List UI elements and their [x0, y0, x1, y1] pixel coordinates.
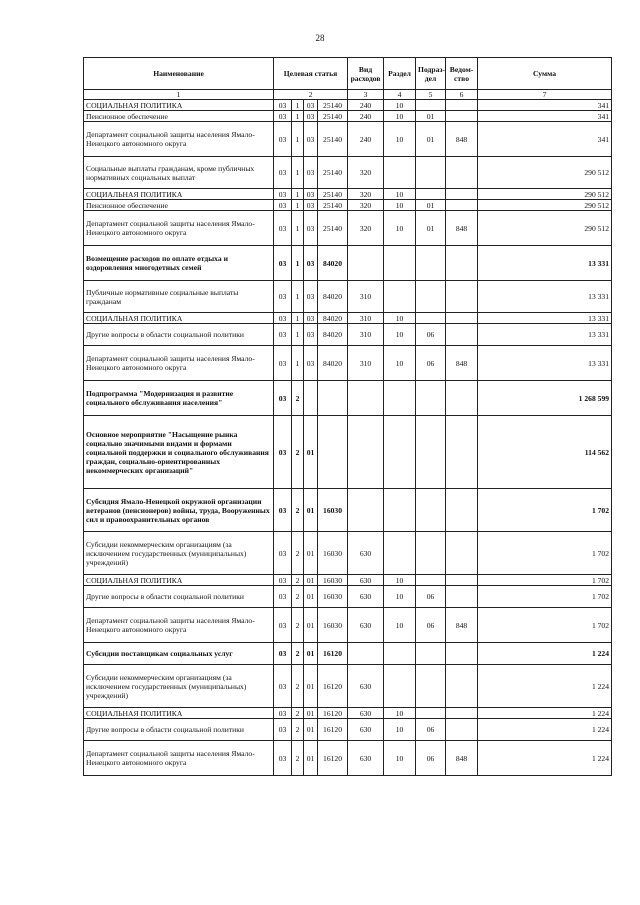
cell-sum: 1 702	[478, 575, 612, 586]
column-number: 4	[384, 90, 416, 100]
cell-section: 10	[384, 608, 416, 643]
cell-sum: 1 224	[478, 741, 612, 776]
row-name: Пенсионное обеспечение	[84, 111, 274, 122]
cell-expense-type: 630	[348, 665, 384, 708]
table-row	[84, 100, 612, 111]
table-row	[84, 586, 612, 608]
cell-section	[384, 532, 416, 575]
cell-target-activity	[304, 381, 318, 416]
table-row	[84, 643, 612, 665]
cell-department: 848	[446, 346, 478, 381]
cell-sum: 1 702	[478, 586, 612, 608]
budget-table	[83, 57, 612, 776]
cell-target-activity: 03	[304, 246, 318, 281]
cell-target-activity: 03	[304, 346, 318, 381]
cell-expense-type	[348, 416, 384, 489]
table-row	[84, 313, 612, 324]
cell-target-program: 03	[274, 100, 292, 111]
cell-subsection: 06	[416, 608, 446, 643]
cell-sum: 290 512	[478, 211, 612, 246]
cell-target-direction: 16030	[318, 532, 348, 575]
cell-target-program: 03	[274, 281, 292, 313]
cell-expense-type: 630	[348, 741, 384, 776]
cell-subsection	[416, 708, 446, 719]
row-name: Субсидии некоммерческим организациям (за исключением государственных (муниципальных) учреждений)	[84, 532, 274, 575]
cell-subsection	[416, 281, 446, 313]
table-row	[84, 575, 612, 586]
cell-target-program: 03	[274, 246, 292, 281]
cell-subsection	[416, 532, 446, 575]
table-row	[84, 608, 612, 643]
row-name: СОЦИАЛЬНАЯ ПОЛИТИКА	[84, 189, 274, 200]
cell-target-subprogram: 1	[292, 346, 304, 381]
cell-department	[446, 313, 478, 324]
cell-target-subprogram: 1	[292, 313, 304, 324]
row-name: Другие вопросы в области социальной политики	[84, 586, 274, 608]
row-name: Департамент социальной защиты населения Ямало-Ненецкого автономного округа	[84, 608, 274, 643]
cell-target-program: 03	[274, 381, 292, 416]
cell-target-activity: 01	[304, 665, 318, 708]
cell-subsection: 06	[416, 719, 446, 741]
cell-section	[384, 281, 416, 313]
cell-department	[446, 665, 478, 708]
cell-subsection: 01	[416, 111, 446, 122]
cell-department	[446, 719, 478, 741]
cell-department	[446, 416, 478, 489]
table-row	[84, 719, 612, 741]
table-row	[84, 381, 612, 416]
cell-department	[446, 643, 478, 665]
cell-target-subprogram: 1	[292, 122, 304, 157]
cell-target-activity: 03	[304, 211, 318, 246]
cell-department	[446, 246, 478, 281]
cell-section: 10	[384, 324, 416, 346]
row-name: СОЦИАЛЬНАЯ ПОЛИТИКА	[84, 708, 274, 719]
cell-target-program: 03	[274, 719, 292, 741]
cell-sum: 1 702	[478, 608, 612, 643]
cell-target-subprogram: 2	[292, 489, 304, 532]
cell-sum: 1 224	[478, 719, 612, 741]
cell-section	[384, 416, 416, 489]
cell-expense-type: 320	[348, 211, 384, 246]
cell-subsection	[416, 489, 446, 532]
row-name: Публичные нормативные социальные выплаты гражданам	[84, 281, 274, 313]
cell-target-direction: 25140	[318, 189, 348, 200]
cell-subsection	[416, 381, 446, 416]
row-name: Департамент социальной защиты населения Ямало-Ненецкого автономного округа	[84, 122, 274, 157]
cell-expense-type: 630	[348, 532, 384, 575]
cell-target-direction: 25140	[318, 200, 348, 211]
header-expense-type: Вид расходов	[348, 58, 384, 90]
row-name: СОЦИАЛЬНАЯ ПОЛИТИКА	[84, 313, 274, 324]
cell-section: 10	[384, 346, 416, 381]
cell-department	[446, 708, 478, 719]
cell-sum: 13 331	[478, 313, 612, 324]
header-subsection: Подраз-дел	[416, 58, 446, 90]
cell-section	[384, 381, 416, 416]
cell-target-program: 03	[274, 741, 292, 776]
cell-target-direction: 16120	[318, 665, 348, 708]
cell-subsection: 06	[416, 346, 446, 381]
cell-section	[384, 665, 416, 708]
cell-target-activity: 03	[304, 122, 318, 157]
cell-department	[446, 532, 478, 575]
cell-target-direction: 16120	[318, 708, 348, 719]
cell-target-program: 03	[274, 608, 292, 643]
cell-target-subprogram: 1	[292, 189, 304, 200]
cell-target-subprogram: 2	[292, 719, 304, 741]
cell-section: 10	[384, 586, 416, 608]
cell-target-activity: 01	[304, 575, 318, 586]
table-row	[84, 708, 612, 719]
column-number: 5	[416, 90, 446, 100]
cell-target-program: 03	[274, 111, 292, 122]
row-name: Департамент социальной защиты населения Ямало-Ненецкого автономного округа	[84, 211, 274, 246]
cell-target-subprogram: 2	[292, 741, 304, 776]
table-row	[84, 157, 612, 189]
cell-department	[446, 100, 478, 111]
cell-target-subprogram: 1	[292, 111, 304, 122]
cell-target-direction: 25140	[318, 157, 348, 189]
cell-target-direction: 84020	[318, 246, 348, 281]
cell-section: 10	[384, 211, 416, 246]
cell-sum: 1 224	[478, 665, 612, 708]
table-row	[84, 200, 612, 211]
header-department: Ведом-ство	[446, 58, 478, 90]
cell-target-activity: 03	[304, 313, 318, 324]
cell-sum: 13 331	[478, 281, 612, 313]
cell-target-activity: 01	[304, 741, 318, 776]
cell-target-activity: 01	[304, 708, 318, 719]
cell-target-direction: 25140	[318, 211, 348, 246]
cell-expense-type: 310	[348, 313, 384, 324]
table-row	[84, 324, 612, 346]
cell-expense-type: 320	[348, 200, 384, 211]
row-name: СОЦИАЛЬНАЯ ПОЛИТИКА	[84, 100, 274, 111]
row-name: Департамент социальной защиты населения Ямало-Ненецкого автономного округа	[84, 741, 274, 776]
cell-sum: 1 224	[478, 708, 612, 719]
row-name: Субсидии поставщикам социальных услуг	[84, 643, 274, 665]
cell-target-activity: 01	[304, 608, 318, 643]
header-name: Наименование	[84, 58, 274, 90]
cell-target-direction: 84020	[318, 281, 348, 313]
cell-target-activity: 03	[304, 200, 318, 211]
page-number: 28	[315, 33, 325, 43]
cell-expense-type: 320	[348, 189, 384, 200]
table-row	[84, 281, 612, 313]
cell-expense-type: 630	[348, 586, 384, 608]
cell-target-subprogram: 1	[292, 281, 304, 313]
cell-section: 10	[384, 719, 416, 741]
cell-target-subprogram: 1	[292, 157, 304, 189]
cell-section: 10	[384, 708, 416, 719]
row-name: Подпрограмма "Модернизация и развитие социального обслуживания населения"	[84, 381, 274, 416]
cell-target-activity: 03	[304, 100, 318, 111]
cell-expense-type: 630	[348, 608, 384, 643]
row-name: Субсидия Ямало-Ненецкой окружной организации ветеранов (пенсионеров) войны, труда, Вооруженных сил и правоохранительных органов	[84, 489, 274, 532]
cell-target-program: 03	[274, 586, 292, 608]
table-row	[84, 532, 612, 575]
cell-department	[446, 575, 478, 586]
cell-section: 10	[384, 100, 416, 111]
cell-target-activity: 01	[304, 719, 318, 741]
cell-target-subprogram: 1	[292, 246, 304, 281]
cell-target-program: 03	[274, 489, 292, 532]
cell-subsection: 06	[416, 324, 446, 346]
cell-subsection	[416, 643, 446, 665]
table-row	[84, 211, 612, 246]
cell-expense-type	[348, 643, 384, 665]
cell-section	[384, 157, 416, 189]
row-name: Основное мероприятие "Насыщение рынка социально значимыми видами и формами социальной поддержки и социального обслуживания граждан, социально-ориентированных некоммерческих организаций"	[84, 416, 274, 489]
cell-target-program: 03	[274, 346, 292, 381]
cell-department	[446, 489, 478, 532]
cell-subsection: 01	[416, 211, 446, 246]
cell-target-activity: 01	[304, 416, 318, 489]
cell-subsection	[416, 665, 446, 708]
cell-target-direction: 25140	[318, 100, 348, 111]
cell-expense-type	[348, 489, 384, 532]
cell-sum: 13 331	[478, 346, 612, 381]
cell-target-subprogram: 2	[292, 643, 304, 665]
cell-section	[384, 489, 416, 532]
cell-sum: 13 331	[478, 246, 612, 281]
cell-department	[446, 281, 478, 313]
header-sum: Сумма	[478, 58, 612, 90]
cell-department	[446, 189, 478, 200]
row-name: Социальные выплаты гражданам, кроме публичных нормативных социальных выплат	[84, 157, 274, 189]
cell-expense-type: 630	[348, 708, 384, 719]
cell-target-program: 03	[274, 189, 292, 200]
header-row	[84, 58, 612, 90]
cell-target-program: 03	[274, 157, 292, 189]
column-numbers-row	[84, 90, 612, 100]
cell-target-activity: 01	[304, 586, 318, 608]
cell-target-subprogram: 2	[292, 416, 304, 489]
cell-target-subprogram: 1	[292, 211, 304, 246]
table-row	[84, 416, 612, 489]
cell-department: 848	[446, 122, 478, 157]
column-number: 2	[274, 90, 348, 100]
cell-expense-type: 240	[348, 111, 384, 122]
cell-target-direction: 84020	[318, 313, 348, 324]
cell-expense-type: 310	[348, 346, 384, 381]
cell-target-direction: 16120	[318, 741, 348, 776]
row-name: Субсидии некоммерческим организациям (за исключением государственных (муниципальных) учреждений)	[84, 665, 274, 708]
table-body	[84, 100, 612, 776]
cell-target-subprogram: 2	[292, 665, 304, 708]
cell-target-subprogram: 2	[292, 708, 304, 719]
cell-target-activity: 03	[304, 281, 318, 313]
cell-expense-type	[348, 246, 384, 281]
cell-target-subprogram: 1	[292, 100, 304, 111]
cell-subsection	[416, 575, 446, 586]
cell-section: 10	[384, 313, 416, 324]
cell-department	[446, 586, 478, 608]
cell-target-program: 03	[274, 643, 292, 665]
cell-department	[446, 200, 478, 211]
header-section: Раздел	[384, 58, 416, 90]
cell-target-subprogram: 2	[292, 586, 304, 608]
cell-target-direction: 84020	[318, 346, 348, 381]
cell-section	[384, 643, 416, 665]
cell-subsection: 01	[416, 200, 446, 211]
cell-subsection	[416, 246, 446, 281]
cell-target-activity: 01	[304, 489, 318, 532]
cell-sum: 341	[478, 100, 612, 111]
cell-sum: 1 224	[478, 643, 612, 665]
table-row	[84, 246, 612, 281]
cell-target-subprogram: 2	[292, 608, 304, 643]
cell-target-program: 03	[274, 575, 292, 586]
row-name: СОЦИАЛЬНАЯ ПОЛИТИКА	[84, 575, 274, 586]
cell-sum: 1 268 599	[478, 381, 612, 416]
cell-department	[446, 381, 478, 416]
column-number: 1	[84, 90, 274, 100]
cell-sum: 290 512	[478, 189, 612, 200]
cell-target-program: 03	[274, 708, 292, 719]
cell-expense-type: 310	[348, 324, 384, 346]
cell-department: 848	[446, 741, 478, 776]
cell-expense-type	[348, 381, 384, 416]
cell-department	[446, 157, 478, 189]
cell-target-program: 03	[274, 313, 292, 324]
cell-department: 848	[446, 608, 478, 643]
cell-target-subprogram: 2	[292, 381, 304, 416]
cell-expense-type: 310	[348, 281, 384, 313]
cell-section: 10	[384, 111, 416, 122]
cell-sum: 114 562	[478, 416, 612, 489]
cell-sum: 341	[478, 111, 612, 122]
table-row	[84, 189, 612, 200]
cell-target-program: 03	[274, 324, 292, 346]
table-row	[84, 741, 612, 776]
row-name: Другие вопросы в области социальной политики	[84, 324, 274, 346]
cell-subsection	[416, 157, 446, 189]
cell-subsection	[416, 416, 446, 489]
cell-target-direction	[318, 381, 348, 416]
cell-target-subprogram: 2	[292, 575, 304, 586]
cell-subsection: 06	[416, 741, 446, 776]
cell-section: 10	[384, 575, 416, 586]
cell-target-program: 03	[274, 665, 292, 708]
cell-subsection	[416, 313, 446, 324]
cell-section: 10	[384, 122, 416, 157]
cell-target-subprogram: 1	[292, 200, 304, 211]
cell-sum: 1 702	[478, 489, 612, 532]
cell-sum: 13 331	[478, 324, 612, 346]
cell-target-activity: 03	[304, 157, 318, 189]
cell-section: 10	[384, 741, 416, 776]
row-name: Возмещение расходов по оплате отдыха и оздоровления многодетных семей	[84, 246, 274, 281]
cell-sum: 290 512	[478, 200, 612, 211]
cell-target-program: 03	[274, 200, 292, 211]
cell-target-direction	[318, 416, 348, 489]
table-row	[84, 665, 612, 708]
table-row	[84, 489, 612, 532]
cell-target-activity: 03	[304, 189, 318, 200]
cell-section: 10	[384, 189, 416, 200]
row-name: Пенсионное обеспечение	[84, 200, 274, 211]
cell-target-direction: 16030	[318, 489, 348, 532]
cell-target-program: 03	[274, 211, 292, 246]
cell-target-activity: 03	[304, 324, 318, 346]
cell-target-activity: 01	[304, 643, 318, 665]
cell-subsection	[416, 100, 446, 111]
row-name: Другие вопросы в области социальной политики	[84, 719, 274, 741]
cell-target-activity: 01	[304, 532, 318, 575]
cell-subsection	[416, 189, 446, 200]
cell-department	[446, 111, 478, 122]
cell-target-direction: 84020	[318, 324, 348, 346]
cell-sum: 1 702	[478, 532, 612, 575]
cell-expense-type: 630	[348, 719, 384, 741]
table-row	[84, 122, 612, 157]
cell-subsection: 01	[416, 122, 446, 157]
cell-target-direction: 16030	[318, 586, 348, 608]
cell-target-subprogram: 1	[292, 324, 304, 346]
cell-target-program: 03	[274, 532, 292, 575]
cell-section	[384, 246, 416, 281]
column-number: 7	[478, 90, 612, 100]
cell-target-direction: 16120	[318, 643, 348, 665]
header-target: Целевая статья	[274, 58, 348, 90]
cell-expense-type: 630	[348, 575, 384, 586]
cell-target-direction: 16120	[318, 719, 348, 741]
cell-target-program: 03	[274, 416, 292, 489]
cell-target-subprogram: 2	[292, 532, 304, 575]
cell-section: 10	[384, 200, 416, 211]
cell-target-direction: 25140	[318, 111, 348, 122]
cell-department: 848	[446, 211, 478, 246]
cell-target-direction: 16030	[318, 575, 348, 586]
cell-expense-type: 240	[348, 122, 384, 157]
cell-department	[446, 324, 478, 346]
cell-target-activity: 03	[304, 111, 318, 122]
row-name: Департамент социальной защиты населения Ямало-Ненецкого автономного округа	[84, 346, 274, 381]
cell-sum: 290 512	[478, 157, 612, 189]
cell-target-direction: 25140	[318, 122, 348, 157]
column-number: 3	[348, 90, 384, 100]
table-row	[84, 346, 612, 381]
cell-sum: 341	[478, 122, 612, 157]
cell-target-direction: 16030	[318, 608, 348, 643]
table-row	[84, 111, 612, 122]
column-number: 6	[446, 90, 478, 100]
cell-expense-type: 320	[348, 157, 384, 189]
cell-subsection: 06	[416, 586, 446, 608]
cell-target-program: 03	[274, 122, 292, 157]
cell-expense-type: 240	[348, 100, 384, 111]
